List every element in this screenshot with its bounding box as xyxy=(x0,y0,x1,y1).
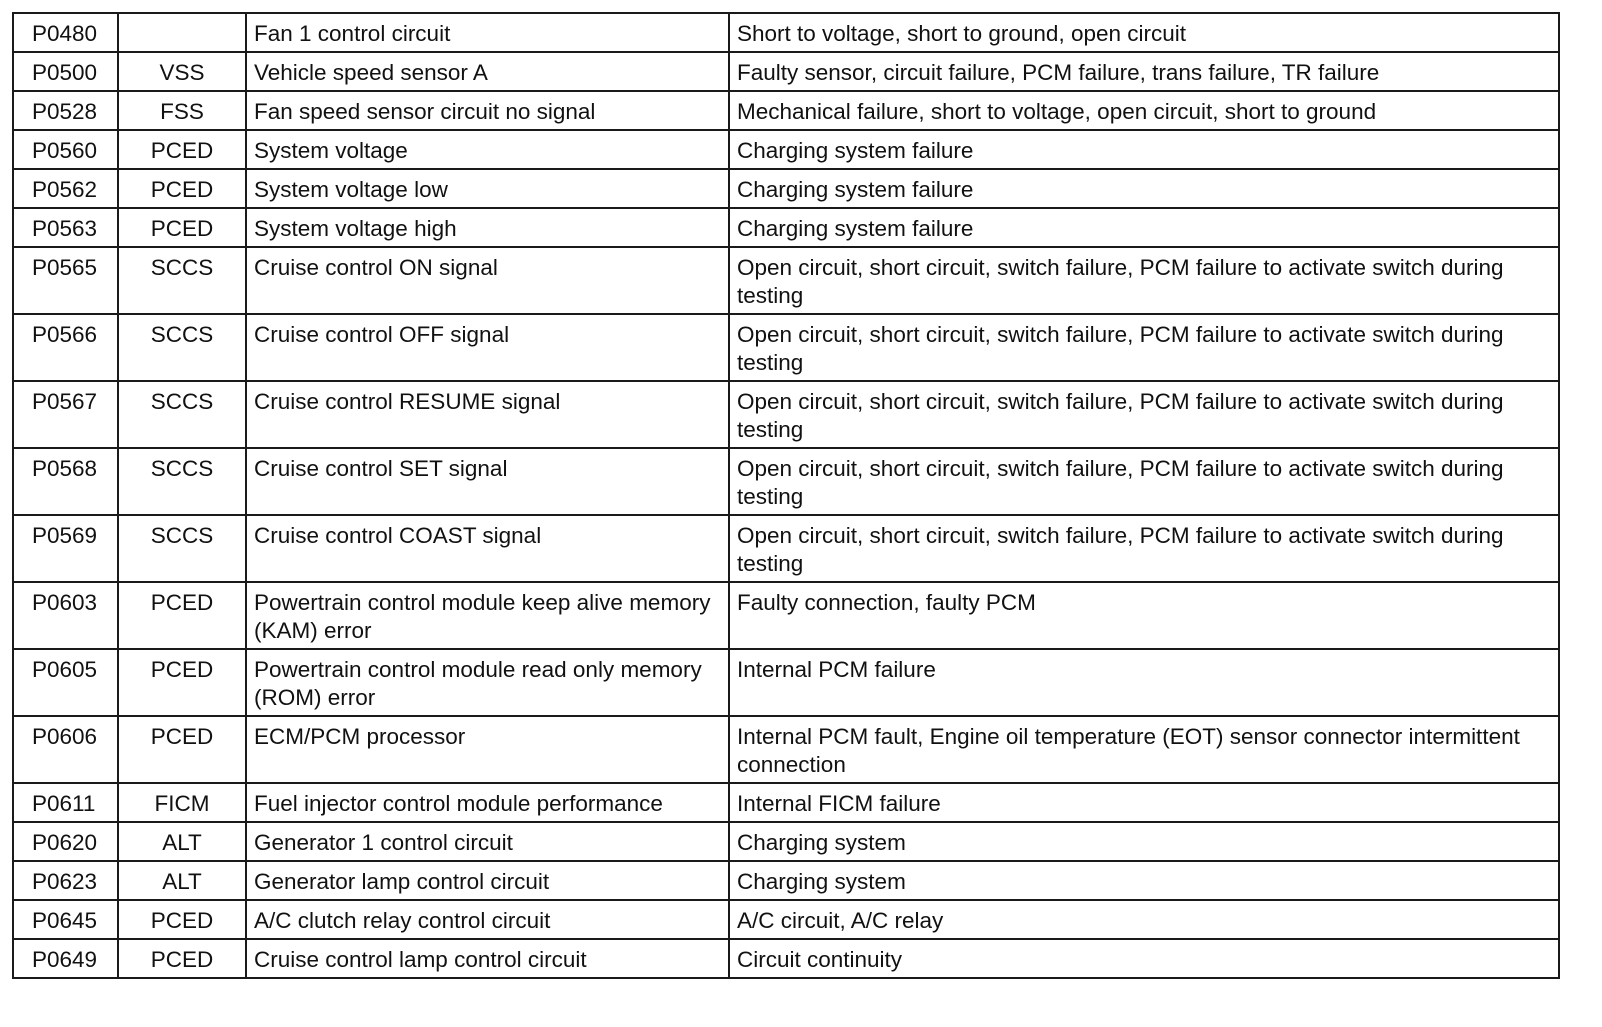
dtc-code: P0611 xyxy=(13,783,118,822)
dtc-table-body xyxy=(13,13,1559,978)
probable-cause: Open circuit, short circuit, switch failure, PCM failure to activate switch during testing xyxy=(729,448,1559,515)
probable-cause: Open circuit, short circuit, switch failure, PCM failure to activate switch during testing xyxy=(729,247,1559,314)
system-abbrev: ALT xyxy=(118,861,246,900)
probable-cause: Open circuit, short circuit, switch failure, PCM failure to activate switch during testing xyxy=(729,515,1559,582)
dtc-description: Vehicle speed sensor A xyxy=(246,52,729,91)
dtc-code: P0500 xyxy=(13,52,118,91)
dtc-code: P0560 xyxy=(13,130,118,169)
dtc-code: P0620 xyxy=(13,822,118,861)
dtc-code: P0623 xyxy=(13,861,118,900)
dtc-description: Fan 1 control circuit xyxy=(246,13,729,52)
probable-cause: A/C circuit, A/C relay xyxy=(729,900,1559,939)
table-row xyxy=(13,52,1559,91)
table-row xyxy=(13,169,1559,208)
dtc-description: Generator lamp control circuit xyxy=(246,861,729,900)
dtc-description: Cruise control RESUME signal xyxy=(246,381,729,448)
table-row xyxy=(13,649,1559,716)
dtc-code: P0566 xyxy=(13,314,118,381)
table-row xyxy=(13,314,1559,381)
dtc-description: Cruise control lamp control circuit xyxy=(246,939,729,978)
dtc-description: System voltage high xyxy=(246,208,729,247)
dtc-code: P0606 xyxy=(13,716,118,783)
probable-cause: Mechanical failure, short to voltage, open circuit, short to ground xyxy=(729,91,1559,130)
system-abbrev: PCED xyxy=(118,939,246,978)
dtc-description: A/C clutch relay control circuit xyxy=(246,900,729,939)
dtc-description: Powertrain control module read only memory (ROM) error xyxy=(246,649,729,716)
system-abbrev: PCED xyxy=(118,582,246,649)
dtc-code: P0603 xyxy=(13,582,118,649)
dtc-description: Cruise control ON signal xyxy=(246,247,729,314)
system-abbrev: FSS xyxy=(118,91,246,130)
system-abbrev: PCED xyxy=(118,649,246,716)
probable-cause: Faulty connection, faulty PCM xyxy=(729,582,1559,649)
table-row xyxy=(13,13,1559,52)
table-row xyxy=(13,208,1559,247)
system-abbrev: SCCS xyxy=(118,247,246,314)
system-abbrev xyxy=(118,13,246,52)
system-abbrev: SCCS xyxy=(118,515,246,582)
dtc-code: P0569 xyxy=(13,515,118,582)
table-row xyxy=(13,130,1559,169)
dtc-description: Cruise control COAST signal xyxy=(246,515,729,582)
dtc-code: P0480 xyxy=(13,13,118,52)
dtc-description: Fan speed sensor circuit no signal xyxy=(246,91,729,130)
system-abbrev: PCED xyxy=(118,208,246,247)
system-abbrev: FICM xyxy=(118,783,246,822)
table-row xyxy=(13,247,1559,314)
dtc-description: Powertrain control module keep alive memory (KAM) error xyxy=(246,582,729,649)
dtc-description: System voltage low xyxy=(246,169,729,208)
dtc-description: Fuel injector control module performance xyxy=(246,783,729,822)
dtc-code: P0645 xyxy=(13,900,118,939)
probable-cause: Faulty sensor, circuit failure, PCM failure, trans failure, TR failure xyxy=(729,52,1559,91)
dtc-table xyxy=(12,12,1560,979)
table-row xyxy=(13,91,1559,130)
dtc-description: ECM/PCM processor xyxy=(246,716,729,783)
probable-cause: Charging system xyxy=(729,861,1559,900)
table-row xyxy=(13,448,1559,515)
dtc-code: P0565 xyxy=(13,247,118,314)
system-abbrev: PCED xyxy=(118,130,246,169)
probable-cause: Open circuit, short circuit, switch failure, PCM failure to activate switch during testing xyxy=(729,381,1559,448)
system-abbrev: SCCS xyxy=(118,314,246,381)
dtc-code: P0567 xyxy=(13,381,118,448)
system-abbrev: VSS xyxy=(118,52,246,91)
dtc-code: P0528 xyxy=(13,91,118,130)
probable-cause: Short to voltage, short to ground, open circuit xyxy=(729,13,1559,52)
probable-cause: Internal PCM fault, Engine oil temperature (EOT) sensor connector intermittent connection xyxy=(729,716,1559,783)
table-row xyxy=(13,822,1559,861)
probable-cause: Open circuit, short circuit, switch failure, PCM failure to activate switch during testing xyxy=(729,314,1559,381)
dtc-description: System voltage xyxy=(246,130,729,169)
table-row xyxy=(13,900,1559,939)
table-row xyxy=(13,939,1559,978)
system-abbrev: ALT xyxy=(118,822,246,861)
probable-cause: Charging system xyxy=(729,822,1559,861)
system-abbrev: SCCS xyxy=(118,448,246,515)
dtc-code: P0568 xyxy=(13,448,118,515)
dtc-code: P0649 xyxy=(13,939,118,978)
probable-cause: Charging system failure xyxy=(729,169,1559,208)
table-row xyxy=(13,716,1559,783)
probable-cause: Charging system failure xyxy=(729,130,1559,169)
probable-cause: Internal FICM failure xyxy=(729,783,1559,822)
dtc-description: Cruise control SET signal xyxy=(246,448,729,515)
table-row xyxy=(13,515,1559,582)
dtc-description: Generator 1 control circuit xyxy=(246,822,729,861)
table-row xyxy=(13,783,1559,822)
dtc-description: Cruise control OFF signal xyxy=(246,314,729,381)
system-abbrev: PCED xyxy=(118,169,246,208)
table-row xyxy=(13,381,1559,448)
table-row xyxy=(13,861,1559,900)
dtc-code: P0562 xyxy=(13,169,118,208)
probable-cause: Internal PCM failure xyxy=(729,649,1559,716)
system-abbrev: PCED xyxy=(118,900,246,939)
dtc-code: P0563 xyxy=(13,208,118,247)
system-abbrev: PCED xyxy=(118,716,246,783)
probable-cause: Charging system failure xyxy=(729,208,1559,247)
system-abbrev: SCCS xyxy=(118,381,246,448)
probable-cause: Circuit continuity xyxy=(729,939,1559,978)
table-row xyxy=(13,582,1559,649)
dtc-code: P0605 xyxy=(13,649,118,716)
